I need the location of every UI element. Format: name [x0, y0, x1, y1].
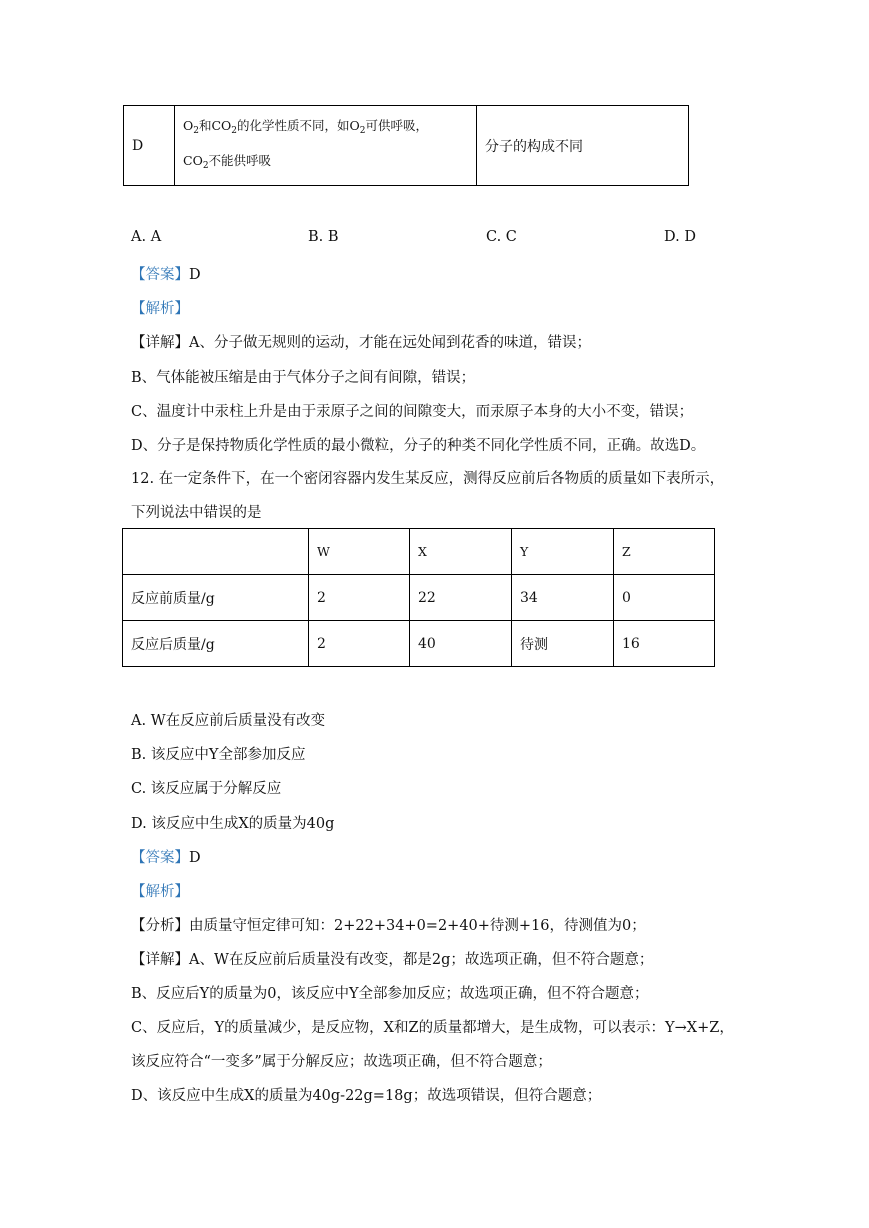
subscript-2: 2: [202, 160, 209, 171]
q12-detail-line-4: 该反应符合“一变多”属于分解反应；故选项正确，但不符合题意；: [131, 1054, 552, 1070]
q12-detail-line-5: D、该反应中生成X的质量为40g-22g=18g；故选项错误，但符合题意；: [131, 1088, 602, 1104]
table-cell: [512, 575, 614, 621]
cell-value: 0: [622, 589, 631, 606]
phenomenon-text-6: 不能供呼吸: [208, 152, 272, 168]
q12-detail-line-3: C、反应后，Y的质量减少，是反应物，X和Z的质量都增大，是生成物，可以表示：Y→X+Z，: [131, 1020, 734, 1036]
subscript-2: 2: [359, 125, 366, 136]
cell-value: 待测: [520, 636, 548, 653]
option-d-phenomenon-cell: [175, 106, 477, 186]
q11-detail-line-1: [131, 331, 591, 352]
q11-choice-d: D. D: [664, 229, 696, 245]
q12-option-a: A. W在反应前后质量没有改变: [131, 713, 326, 729]
q12-option-d: D. 该反应中生成X的质量为40g: [131, 816, 335, 832]
table-cell: [614, 529, 715, 575]
option-d-label-cell: [124, 106, 175, 186]
table-cell: [410, 529, 512, 575]
table-cell: [410, 575, 512, 621]
table-row: [123, 575, 715, 621]
header-w: W: [317, 544, 330, 559]
q12-detail-line-2: B、反应后Y的质量为0，该反应中Y全部参加反应；故选项正确，但不符合题意；: [131, 986, 649, 1002]
cell-value: 34: [520, 589, 538, 606]
detail-text: A、W在反应前后质量没有改变，都是2g；故选项正确，但不符合题意；: [189, 952, 654, 968]
table-cell: [309, 529, 410, 575]
table-cell: [123, 575, 309, 621]
q12-stem-line-2: 下列说法中错误的是: [131, 505, 262, 521]
q12-stem-line-1: 12. 在一定条件下，在一个密闭容器内发生某反应，测得反应前后各物质的质量如下表所示，: [131, 471, 725, 487]
q12-detail-line-1: [131, 948, 653, 969]
table-cell: [309, 621, 410, 667]
q11-option-d-table: [123, 105, 689, 186]
option-d-explanation-cell: [477, 106, 689, 186]
header-z: Z: [622, 544, 631, 559]
table-cell: [309, 575, 410, 621]
q12-option-c: C. 该反应属于分解反应: [131, 781, 282, 797]
cell-value: 22: [418, 589, 436, 606]
answer-value: D: [189, 267, 201, 283]
phenomenon-text-2: 和CO: [198, 117, 232, 133]
option-d-label: D: [132, 137, 144, 154]
option-d-explanation: 分子的构成不同: [485, 138, 583, 155]
q11-choice-c: C. C: [486, 229, 517, 245]
q11-choice-a: A. A: [131, 229, 162, 245]
subscript-2: 2: [231, 125, 238, 136]
q11-detail-line-4: D、分子是保持物质化学性质的最小微粒，分子的种类不同化学性质不同，正确。故选D。: [131, 438, 706, 454]
table-cell: [123, 621, 309, 667]
table-cell: [512, 529, 614, 575]
q11-detail-line-3: C、温度计中汞柱上升是由于汞原子之间的间隙变大，而汞原子本身的大小不变，错误；: [131, 404, 694, 420]
q11-answer: [131, 263, 201, 284]
q12-mass-table: [122, 528, 715, 667]
answer-tag: 【答案】: [131, 850, 189, 866]
answer-value: D: [189, 850, 201, 866]
table-cell: [614, 575, 715, 621]
q11-detail-line-2: B、气体能被压缩是由于气体分子之间有间隙，错误；: [131, 370, 476, 386]
row-label: 反应后质量/g: [131, 636, 215, 653]
table-cell: [123, 529, 309, 575]
phenomenon-text-5: CO: [183, 152, 203, 168]
answer-tag: 【答案】: [131, 267, 189, 283]
q12-option-b: B. 该反应中Y全部参加反应: [131, 747, 306, 763]
cell-value: 2: [317, 635, 326, 652]
table-header-row: [123, 529, 715, 575]
cell-value: 40: [418, 635, 436, 652]
cell-value: 2: [317, 589, 326, 606]
phenomenon-text-1: O: [183, 117, 194, 133]
table-cell: [410, 621, 512, 667]
phenomenon-text-4: 可供呼吸，: [365, 117, 429, 133]
row-label: 反应前质量/g: [131, 590, 215, 607]
analysis-intro-tag: 【分析】: [131, 918, 189, 934]
q12-analysis-intro: [131, 914, 646, 935]
subscript-2: 2: [193, 125, 199, 136]
cell-value: 16: [622, 635, 640, 652]
q11-choice-b: B. B: [308, 229, 339, 245]
phenomenon-text-3: 的化学性质不同，如O: [237, 117, 360, 133]
analysis-intro-text: 由质量守恒定律可知：2+22+34+0=2+40+待测+16，待测值为0；: [189, 918, 646, 934]
detail-text: A、分子做无规则的运动，才能在远处闻到花香的味道，错误；: [189, 335, 591, 351]
table-row: [123, 621, 715, 667]
detail-tag: 【详解】: [131, 335, 189, 351]
table-cell: [512, 621, 614, 667]
header-y: Y: [520, 544, 529, 559]
detail-tag: 【详解】: [131, 952, 189, 968]
q12-answer: [131, 846, 201, 867]
q12-analysis-tag: 【解析】: [131, 884, 189, 900]
table-cell: [614, 621, 715, 667]
header-x: X: [418, 544, 427, 559]
q11-analysis-tag: 【解析】: [131, 301, 189, 317]
